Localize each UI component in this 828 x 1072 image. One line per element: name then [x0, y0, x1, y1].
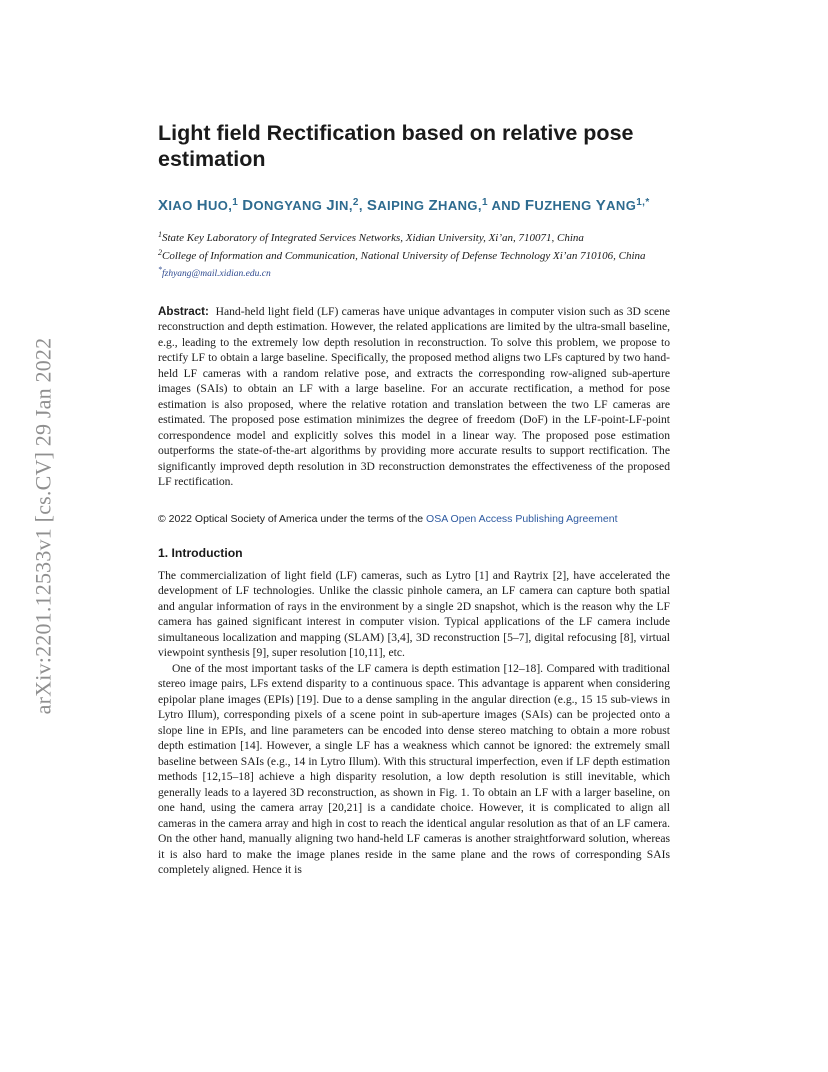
- author-affil-mark: 1: [232, 197, 239, 208]
- paper-title: Light field Rectification based on relative pose estimation: [158, 121, 634, 171]
- author-list: XIAO HUO,$^1$ DONGYANG JIN,$^2$, SAIPING ZHANG,$^1$ AND FUZHENG $YANG^{1,*}$: [158, 197, 650, 214]
- author-name-part: ONGYANG: [253, 198, 327, 213]
- publishing-agreement-link[interactable]: OSA Open Access Publishing Agreement: [426, 512, 618, 525]
- paragraph: The commercialization of light field (LF) cameras, such as Lytro [1] and Raytrix [2], have accelerated the development of LF technologies. Unlike the classic pinhole camera, an LF camera can capture both spatial and angular information of rays in the environment by a single 2D snapshot, which is the reason why the LF camera has gained significant interest in computer vision. Typical applications of the LF camera include simultaneous localization and mapping (SLAM) [3,4], 3D reconstruction [5–7], digital refocusing [8], virtual viewpoint synthesis [9], super resolution [10,11], etc.: [158, 568, 670, 659]
- email-address[interactable]: fzhyang@mail.xidian.edu.cn: [162, 269, 271, 279]
- author-initial: Z: [428, 197, 439, 214]
- affiliations: [158, 228, 670, 282]
- author-name-part: IN,: [335, 198, 353, 213]
- email-mark: *: [158, 265, 162, 274]
- author-initial: X: [158, 197, 169, 214]
- affiliation-2: [158, 246, 670, 264]
- author-name-part: UO,: [207, 198, 233, 213]
- author-initial: H: [196, 197, 208, 214]
- affiliation-mark: 2: [158, 247, 162, 257]
- author-initial: Y: [595, 197, 607, 214]
- paper-page: [158, 120, 670, 878]
- affiliation-text: State Key Laboratory of Integrated Services Networks, Xidian University, Xi’an, 710071, China: [162, 232, 584, 244]
- abstract-label: Abstract:: [158, 304, 209, 318]
- affiliation-1: [158, 228, 670, 246]
- author-initial: J: [326, 197, 336, 214]
- corresponding-email[interactable]: [158, 263, 670, 282]
- author-name-part: ANG: [606, 198, 637, 213]
- author-initial: S: [366, 197, 378, 214]
- author-name-part: AIPING: [377, 198, 429, 213]
- affiliation-text: College of Information and Communication, National University of Defense Technology Xi’an 710106, China: [162, 249, 646, 262]
- author-name-part: HANG,: [438, 198, 482, 213]
- section-body: [158, 568, 670, 878]
- section-heading: 1. Introduction: [158, 545, 243, 560]
- arxiv-stamp-text: arXiv:2201.12533v1 [cs.CV] 29 Jan 2022: [30, 337, 56, 715]
- paragraph: One of the most important tasks of the LF camera is depth estimation [12–18]. Compared with traditional stereo image pairs, LFs extend disparity to a continuous space. This advantage is apparent when considering epipolar plane images (EPIs) [19]. Due to a dense sampling in the angular direction (e.g., 15 15 sub-views in Lytro Illum), corresponding pixels of a scene point in sub-aperture images (SAIs) can be projected onto a slope line in EPIs, and line parameters can be encoded into dense stereo matching to obtain a more robust depth estimation [14]. However, a single LF has a weakness which cannot be ignored: the extremely small baseline between SAIs (e.g., 14 in Lytro Illum). With this structural imperfection, even if LF depth estimation methods [12,15–18] achieve a high disparity resolution, a low depth resolution is still inevitable, which generally leads to a layered 3D reconstruction, as shown in Fig. 1. To obtain an LF with a larger baseline, on one hand, using the camera array [20,21] is a candidate choice. However, it is complicated to align all cameras in the camera array and high in cost to reach the identical angular resolution as that of an LF camera. On the other hand, manually aligning two hand-held LF cameras is another straightforward solution, whereas it is also hard to make the image planes reside in the same plane and the rows of corresponding SAIs completely aligned. Hence it is: [158, 661, 670, 876]
- arxiv-identifier: [18, 292, 68, 760]
- author-affil-mark: 2: [352, 197, 359, 208]
- abstract-text: Hand-held light field (LF) cameras have unique advantages in computer vision such as 3D scene reconstruction and depth estimation. However, the related applications are limited by the ultra-small baseline, e.g., leading to the extremely low depth resolution in reconstruction. To solve this problem, we propose to rectify LF to obtain a large baseline. Specifically, the proposed method aligns two LFs captured by two hand-held LF cameras with a random relative pose, and extracts the corresponding row-aligned sub-aperture images (SAIs) to obtain an LF with a large baseline. For an accurate rectification, a method for pose estimation is also proposed, where the relative rotation and translation between the two LF cameras are estimated. The proposed pose estimation minimizes the degree of freedom (DoF) in the LF-point-LF-point correspondence model and explicitly solves this model in a linear way. The proposed pose estimation outperforms the state-of-the-art algorithms by providing more accurate results to support rectification. The significantly improved depth resolution in 3D reconstruction demonstrates the effectiveness of the proposed LF rectification.: [158, 304, 671, 488]
- author-affil-mark: 1: [481, 197, 488, 208]
- author-name-part: UZHENG: [534, 198, 592, 213]
- author-conjunction: AND: [491, 198, 525, 213]
- author-affil-mark: 1,*: [636, 197, 650, 208]
- author-initial: D: [242, 197, 254, 214]
- author-name-part: IAO: [168, 198, 197, 213]
- copyright-notice: [158, 512, 670, 526]
- affiliation-mark: 1: [158, 230, 162, 239]
- author-initial: F: [524, 197, 535, 214]
- copyright-text: © 2022 Optical Society of America under the terms of the: [158, 512, 427, 525]
- abstract: [158, 304, 670, 490]
